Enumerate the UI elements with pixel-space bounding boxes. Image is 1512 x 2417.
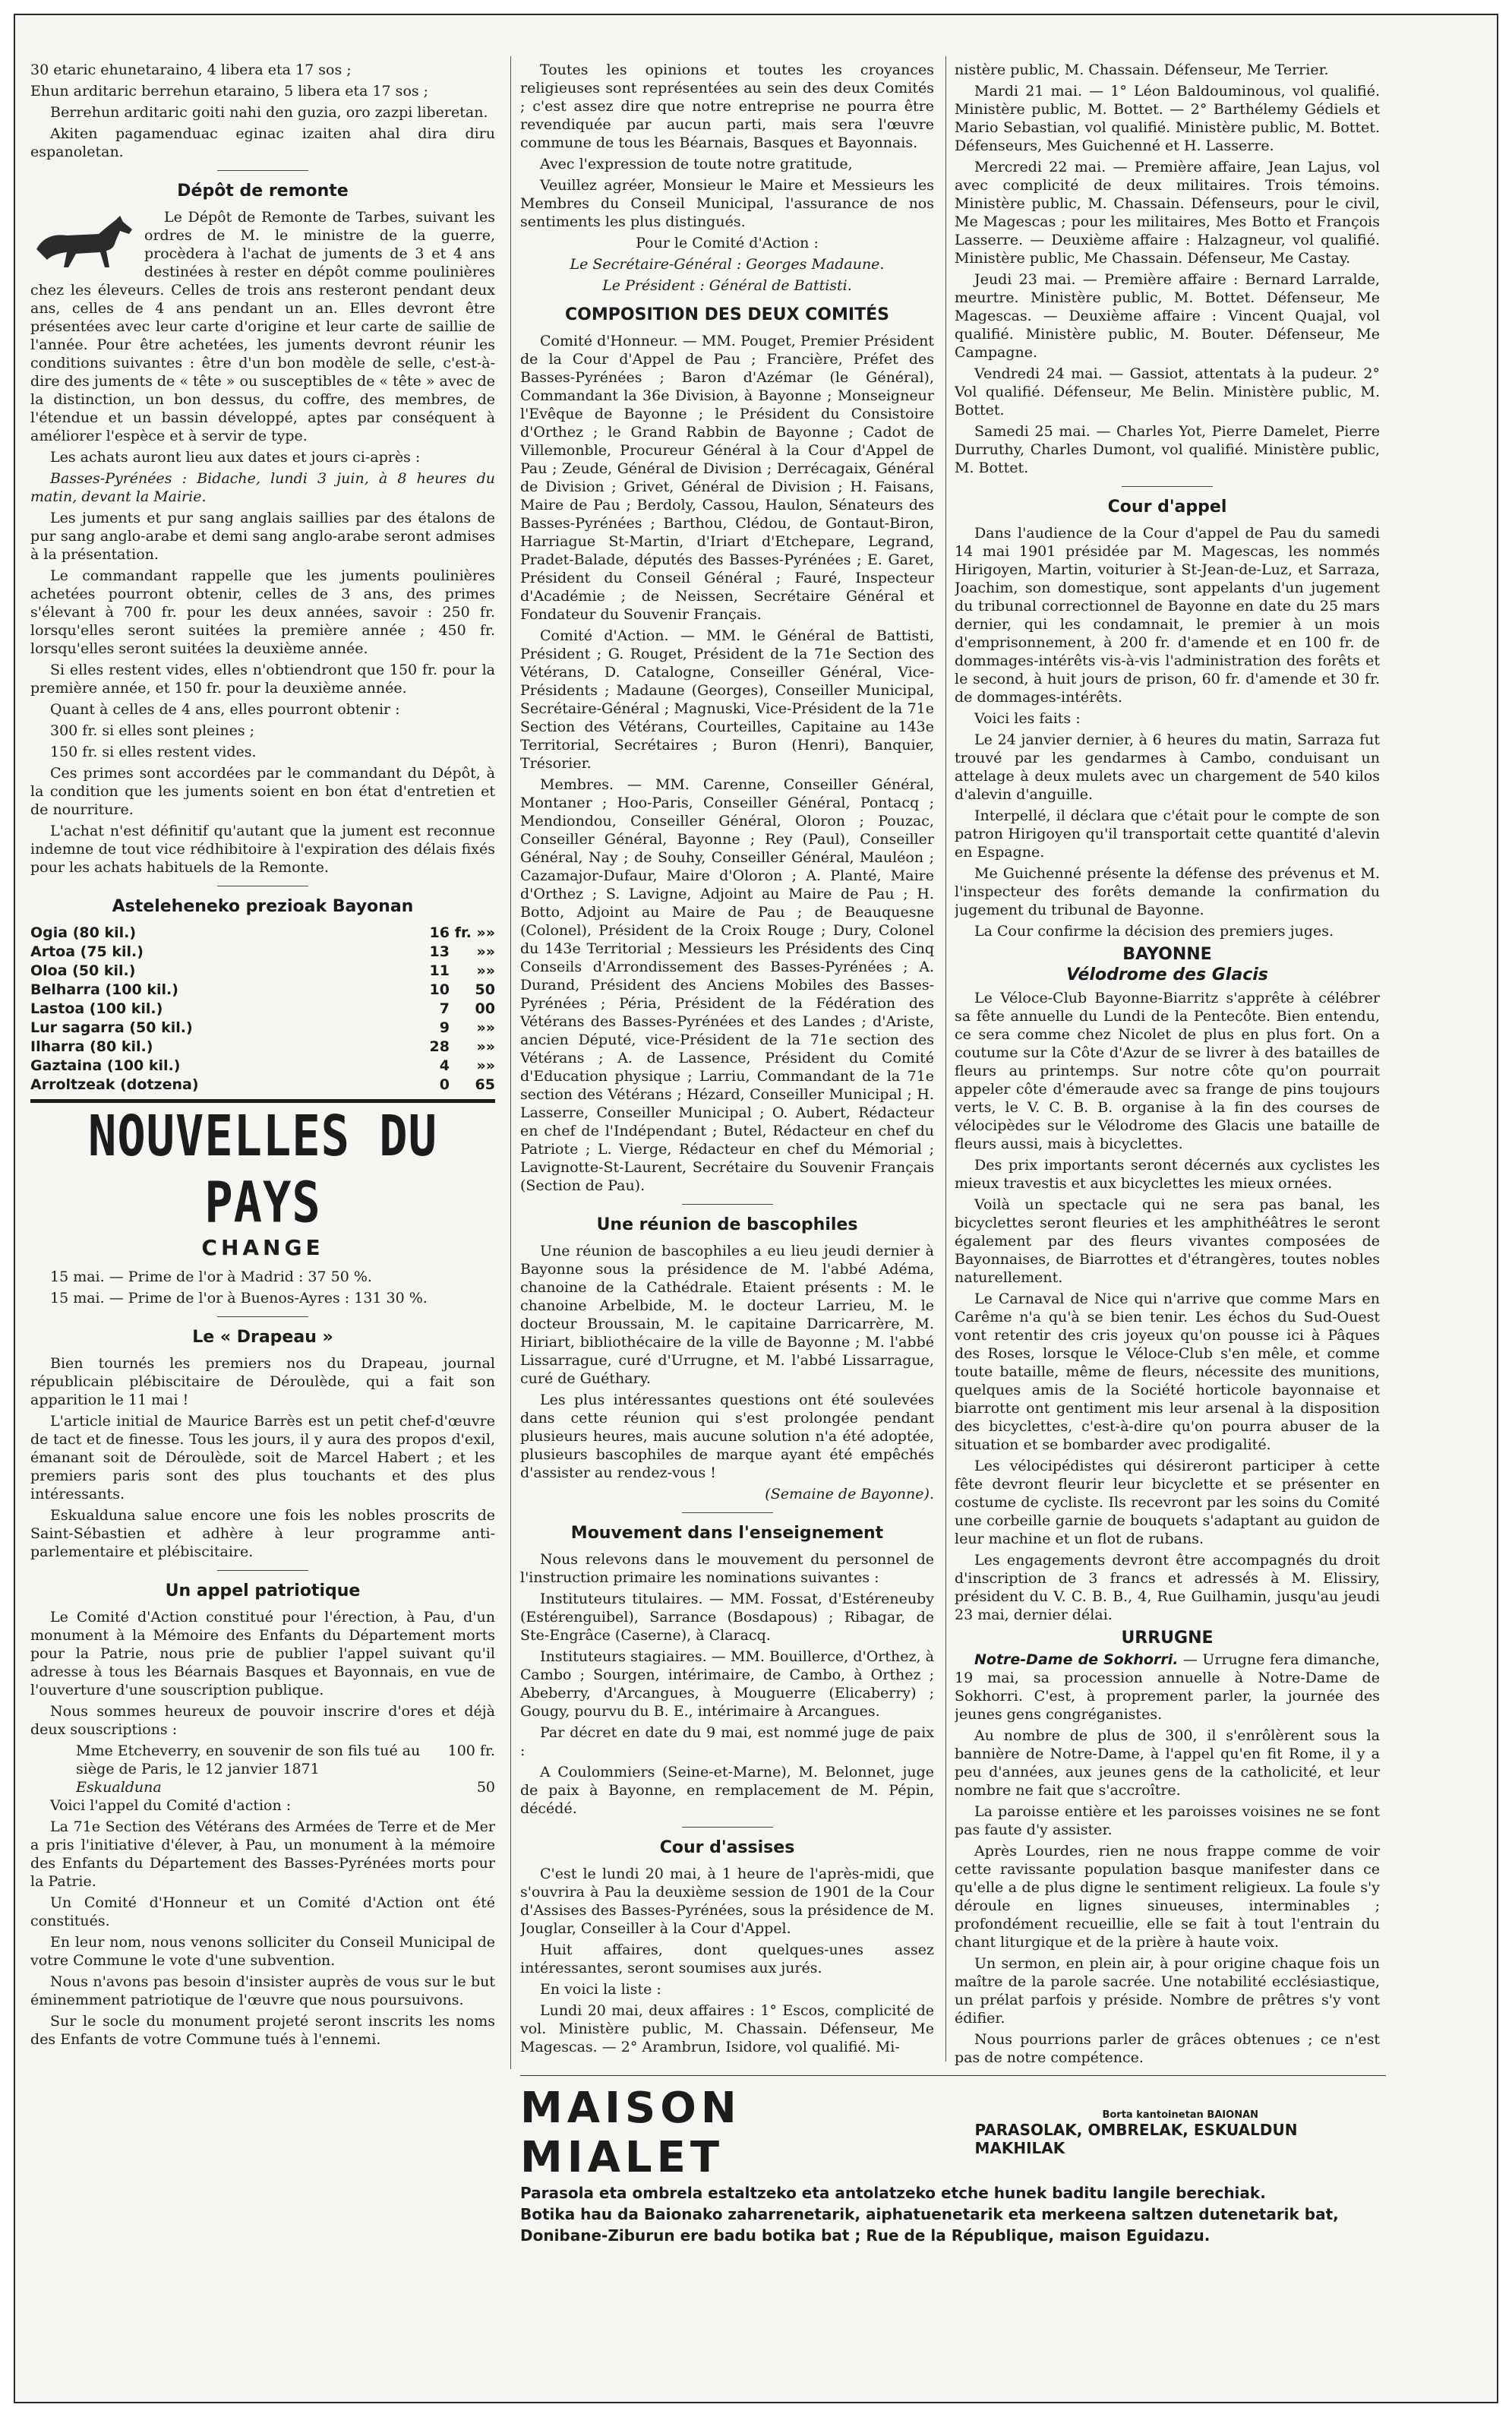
section-title-change: CHANGE [201, 1235, 324, 1260]
price-row: Arroltzeak (dotzena) 0 65 [30, 1076, 495, 1093]
paragraph: 30 etaric ehunetaraino, 4 libera eta 17 sos ; [30, 62, 352, 78]
paragraph: Jeudi 23 mai. — Première affaire : Bernard Larralde, meurtre. Ministère public, M. Bottet. Défenseur, Me Magescas. — Deuxième affaire : Vincent Quajal, vol qualifié. Ministère public, M. Bouter. Défenseur, Me Campagne. [955, 271, 1380, 361]
nouvelles-heading: NOUVELLES DU PAYS [88, 1102, 437, 1236]
ad-line: Parasola eta ombrela estaltzeko eta antolatzeko etche hunek baditu langile berechiak. [520, 2184, 1266, 2202]
source-credit: (Semaine de Bayonne). [765, 1486, 934, 1502]
section-title-bascophiles: Une réunion de bascophiles [596, 1215, 858, 1234]
price-list [30, 924, 495, 1095]
paragraph: Basses-Pyrénées : Bidache, lundi 3 juin, à 8 heures du matin, devant la Mairie. [30, 470, 495, 505]
price-row: Oloa (50 kil.) 11 »» [30, 962, 495, 979]
paragraph: Une réunion de bascophiles a eu lieu jeudi dernier à Bayonne sous la présidence de M. l'abbé Adéma, chanoine de la Cathédrale. Etaient présents : M. le chanoine Arbelbide, M. le docteur Larrieu, M. le docteur Broussain, M. le capitaine Darricarrère, M. Hiriart, bibliothécaire de la ville de Bayonne ; M. l'abbé Lissarrague, curé d'Urrugne, et M. l'abbé Lissarrague, curé de Guéthary. [520, 1243, 934, 1387]
section-title-drapeau: Le « Drapeau » [192, 1328, 333, 1347]
paragraph: La 71e Section des Vétérans des Armées de Terre et de Mer a pris l'initiative d'élever, à Pau, un monument à la mémoire des Enfants du Département des Basses-Pyrénées morts pour la Patrie. [30, 1818, 495, 1890]
section-title-appel: Un appel patriotique [165, 1581, 361, 1600]
paragraph: Bien tournés les premiers nos du Drapeau, journal républicain plébiscitaire de Déroulède, qui a fait son apparition le 11 mai ! [30, 1355, 495, 1408]
divider [217, 1570, 308, 1571]
section-title-assises: Cour d'assises [659, 1838, 795, 1857]
paragraph: Nous n'avons pas besoin d'insister auprès de vous sur le but éminemment patriotique de l'œuvre que nous poursuivons. [30, 1973, 495, 2008]
paragraph: Après Lourdes, rien ne nous frappe comme de voir cette ravissante population basque manifester dans ce qu'elle a de plus digne le sentiment religieux. La foule s'y déroule en lignes sinueuses, interminables ; profondément recueillie, elle se fait à tout l'entrain du chant liturgique et de la prière à haute voix. [955, 1843, 1380, 1951]
paragraph: Akiten pagamenduac eginac izaiten ahal dira diru espanoletan. [30, 125, 495, 160]
paragraph: Instituteurs titulaires. — MM. Fossat, d'Estéreneuby (Estérenguibel), Sarrance (Bosdapous) ; Ribagar, de Ste-Engrâce (Caserne), à Claracq. [520, 1591, 934, 1644]
paragraph: 15 mai. — Prime de l'or à Madrid : 37 50 %. [50, 1269, 372, 1285]
divider [682, 1512, 773, 1513]
paragraph: Le Comité d'Action constitué pour l'érection, à Pau, d'un monument à la Mémoire des Enfants du Département morts pour la Patrie, nous prie de publier l'appel suivant qu'il adresse à tous les Béarnais Basques et Bayonnais, en vue de l'ouverture d'une souscription publique. [30, 1609, 495, 1698]
paragraph: Nous relevons dans le mouvement du personnel de l'instruction primaire les nominations suivantes : [520, 1551, 934, 1586]
signature-line: Le Secrétaire-Général : Georges Madaune. [570, 256, 885, 273]
paragraph: Au nombre de plus de 300, il s'enrôlèrent sous la bannière de Notre-Dame, à l'appel qu'en fit Rome, il y a peu d'années, aux jeunes gens de la catholicité, et leur nombre ne fait que s'accroître. [955, 1727, 1380, 1799]
price-row: Belharra (100 kil.) 10 50 [30, 981, 495, 998]
paragraph: Un Comité d'Honneur et un Comité d'Action ont été constitués. [30, 1894, 495, 1929]
paragraph: 15 mai. — Prime de l'or à Buenos-Ayres : 131 30 %. [50, 1290, 428, 1306]
paragraph: Le commandant rappelle que les juments poulinières achetées pourront obtenir, celles de 3 ans, des primes s'élevant à 700 fr. pour les deux années, savoir : 250 fr. lorsqu'elles seront suitées la première année ; 450 fr. lorsqu'elles seront suitées la deuxième année. [30, 567, 495, 657]
horse-icon [30, 211, 137, 272]
paragraph: Me Guichenné présente la défense des prévenus et M. l'inspecteur des forêts demande la confirmation du jugement du tribunal de Bayonne. [955, 865, 1380, 918]
column-3 [955, 61, 1380, 2070]
paragraph: 150 fr. si elles restent vides. [50, 744, 257, 760]
paragraph: Mardi 21 mai. — 1° Léon Baldouminous, vol qualifié. Ministère public, M. Bottet. — 2° Barthélemy Gédiels et Mario Sebastian, vol qualifié. Ministère public, M. Bottet. Défenseurs, Mes Guichenné et H. Lasserre. [955, 83, 1380, 154]
paragraph: Le 24 janvier dernier, à 6 heures du matin, Sarraza fut trouvé par les gendarmes à Cambo, conduisant un attelage à deux mulets avec un chargement de 540 kilos d'alevin d'anguille. [955, 731, 1380, 803]
paragraph: L'article initial de Maurice Barrès est un petit chef-d'œuvre de tact et de finesse. Tous les jours, il y aura des propos d'exil, émanant soit de Déroulède, soit de Marcel Habert ; et les premiers paris sont des plus touchants et des plus intéressants. [30, 1413, 495, 1502]
paragraph: Vendredi 24 mai. — Gassiot, attentats à la pudeur. 2° Vol qualifié. Défenseur, Me Belin. Ministère public, M. Bottet. [955, 365, 1380, 419]
paragraph: Toutes les opinions et toutes les croyances religieuses sont représentées au sein des deux Comités ; c'est assez dire que notre entreprise ne pourra être revendiquée par aucun parti, mais sera l'œuvre commune de tous les Béarnais, Basques et Bayonnais. [520, 62, 934, 151]
divider [682, 1827, 773, 1828]
paragraph: Le Dépôt de Remonte de Tarbes, suivant les ordres de M. le ministre de la guerre, procèdera à l'achat de juments de 3 et 4 ans destinées à rester en dépôt comme poulinières chez les éleveurs. Celles de trois ans resteront pendant deux ans, celles de 4 ans pendant un an. Elles devront être présentées avec leur carte d'origine et leur carte de saillie de l'année. Pour être achetées, les juments devront réunir les conditions suivantes : être d'un bon modèle de selle, c'est-à-dire des juments de « tête » ou susceptibles de « tête » avec de la distinction, un bon dessus, du coffre, des membres, de l'étendue et un bassin développé, aptes par conséquent à améliorer l'espèce et à servir de type. [30, 209, 495, 444]
paragraph: Huit affaires, dont quelques-unes assez intéressantes, seront soumises aux jurés. [520, 1941, 934, 1976]
section-subtitle-velodrome: Vélodrome des Glacis [1066, 965, 1268, 984]
price-row: Ogia (80 kil.) 16 fr. »» [30, 924, 495, 941]
paragraph: Comité d'Action. — MM. le Général de Battisti, Président ; G. Rouget, Président de la 71e Section des Vétérans, D. Catalogne, Conseiller Général, Vice-Présidents ; Madaune (Georges), Conseiller Municipal, Secrétaire-Général ; Magnuski, Vice-Président de la 71e Section des Vétérans, Courteilles, Capitaine au 143e Territorial, Secrétaires ; Buron (Henri), Banquier, Trésorier. [520, 627, 934, 772]
paragraph: 300 fr. si elles sont pleines ; [50, 722, 255, 739]
paragraph: Mercredi 22 mai. — Première affaire, Jean Lajus, vol avec complicité de deux militaires. Trois témoins. Ministère public, M. Chassain. Défenseurs, pour le civil, Me Magescas ; pour les militaires, Mes Botto et François Lasserre. — Deuxième affaire : Halzagneur, vol qualifié. Ministère public, Me Chassain. Défenseur, Me Castay. [955, 159, 1380, 267]
section-title-cour-appel: Cour d'appel [1107, 498, 1227, 517]
paragraph: A Coulommiers (Seine-et-Marne), M. Belonnet, juge de paix à Bayonne, en remplacement de M. Pépin, décédé. [520, 1764, 934, 1817]
ad-side-line: PARASOLAK, OMBRELAK, ESKUALDUN MAKHILAK [974, 2120, 1298, 2157]
column-1 [30, 61, 495, 2052]
paragraph: Quant à celles de 4 ans, elles pourront obtenir : [50, 701, 400, 718]
paragraph: Les achats auront lieu aux dates et jours ci-après : [50, 449, 421, 466]
section-title-enseignement: Mouvement dans l'enseignement [570, 1524, 884, 1543]
price-row: Lur sagarra (50 kil.) 9 »» [30, 1019, 495, 1036]
paragraph: Berrehun arditaric goiti nahi den guzia, oro zazpi liberetan. [50, 104, 488, 121]
paragraph: Par décret en date du 9 mai, est nommé juge de paix : [520, 1724, 934, 1759]
paragraph: Nous pourrions parler de grâces obtenues ; ce n'est pas de notre compétence. [955, 2031, 1380, 2066]
paragraph: Samedi 25 mai. — Charles Yot, Pierre Damelet, Pierre Durruthy, Charles Dumont, vol qualifié. Ministère public, M. Bottet. [955, 423, 1380, 476]
paragraph: Interpellé, il déclara que c'était pour le compte de son patron Hirigoyen qu'il transportait cette quantité d'alevin en Espagne. [955, 807, 1380, 861]
paragraph: Membres. — MM. Carenne, Conseiller Général, Montaner ; Hoo-Paris, Conseiller Général, Pontacq ; Mendiondou, Conseiller Général, Oloron ; Pouzac, Conseiller Général, Bayonne ; Rey (Paul), Conseiller Général, Nay ; de Souhy, Conseiller Général, Mauléon ; Cazamajor-Dufaur, Maire d'Oloron ; A. Planté, Maire d'Orthez ; S. Lavigne, Adjoint au Maire de Pau ; H. Botto, Adjoint au Maire de Pau ; de Beauquesne (Colonel), Président de la Croix Rouge ; Dury, Colonel du 143e Territorial ; Messieurs les Présidents des Cinq Conseils d'Arrondissement des Basses-Pyrénées ; A. Durand, Président des Anciens Mobiles des Basses-Pyrénées ; Péria, Président de la Fédération des Vétérans des Basses-Pyrénées et des Landes ; d'Ariste, ancien Député, vice-Président de la 71e section des Vétérans ; A. de Lassence, Président du Comité d'Education physique ; Larriu, Commandant de la 71e section des Vétérans ; Hézard, Conseiller Municipal ; H. Lasserre, Conseiller Municipal ; O. Aubert, Rédacteur en chef de l'Indépendant ; Butel, Rédacteur en chef du Patriote ; L. Vierge, Rédacteur en chef du Mémorial ; Lavignotte-St-Laurent, Secrétaire du Souvenir Français (Section de Pau). [520, 776, 934, 1194]
price-row: Artoa (75 kil.) 13 »» [30, 943, 495, 960]
paragraph: Voilà un spectacle qui ne sera pas banal, les bicyclettes seront fleuries et les amphithéâtres le seront également par des fleurs vivantes composées de Bayonnaises, de Biarrottes et d'étrangères, toutes nobles naturellement. [955, 1196, 1380, 1286]
ad-line: Botika hau da Baionako zaharrenetarik, aiphatuenetarik eta merkeena saltzen dutenetarik bat, [520, 2205, 1339, 2223]
paragraph: C'est le lundi 20 mai, à 1 heure de l'après-midi, que s'ouvrira à Pau la deuxième session de 1901 de la Cour d'Assises des Basses-Pyrénées, sous la présidence de M. Jouglar, Conseiller à la Cour d'Appel. [520, 1866, 934, 1937]
paragraph: Ces primes sont accordées par le commandant du Dépôt, à la condition que les juments soient en bon état d'entretien et de nourriture. [30, 765, 495, 818]
subscription-row: Eskualduna 50 [76, 1779, 495, 1796]
paragraph: Les juments et pur sang anglais saillies par des étalons de pur sang anglo-arabe et demi sang anglo-arabe seront admises à la présentation. [30, 510, 495, 563]
paragraph: En leur nom, nous venons solliciter du Conseil Municipal de votre Commune le vote d'une subvention. [30, 1934, 495, 1969]
ad-line: Donibane-Ziburun ere badu botika bat ; Rue de la République, maison Eguidazu. [520, 2226, 1211, 2245]
section-title-depot: Dépôt de remonte [177, 182, 349, 201]
paragraph: Les plus intéressantes questions ont été soulevées dans cette réunion qui s'est prolongée pendant plusieurs heures, mais aucune solution n'a été adoptée, plusieurs bascophiles de marque ayant été empêchés d'assister au rendez-vous ! [520, 1392, 934, 1481]
column-rule [510, 56, 511, 2069]
paragraph: La Cour confirme la décision des premiers juges. [974, 923, 1334, 940]
paragraph: Ehun arditaric berrehun etaraino, 5 libera eta 17 sos ; [30, 83, 429, 100]
paragraph: Le Véloce-Club Bayonne-Biarritz s'apprête à célébrer sa fête annuelle du Lundi de la Pentecôte. Bien entendu, ce sera comme chez Nicolet de plus en plus fort. On a coutume sur la Côte d'Azur de se livrer à des batailles de fleurs au printemps. Sur notre côte qu'on pourrait appeler côte d'émeraude avec sa frange de pins toujours verts, le V. C. B. B. organise à la fin des courses de vélocipèdes sur le Vélodrome des Glacis une bataille de fleurs aussi, mais à bicyclettes. [955, 990, 1380, 1152]
divider [217, 170, 308, 171]
section-title-composition: COMPOSITION DES DEUX COMITÉS [565, 305, 889, 324]
paragraph: Voici l'appel du Comité d'action : [50, 1797, 292, 1814]
divider [1122, 486, 1213, 487]
subscription-row: Mme Etcheverry, en souvenir de son fils tué au siège de Paris, le 12 janvier 1871 100 fr. [76, 1742, 495, 1777]
divider [682, 1204, 773, 1205]
paragraph: Voici les faits : [974, 710, 1081, 727]
ad-title: MAISON MIALET [520, 2084, 741, 2182]
column-2 [520, 61, 934, 2059]
section-title-market: Asteleheneko prezioak Bayonan [112, 897, 414, 916]
newspaper-page [14, 14, 1498, 2403]
paragraph: Eskualduna salue encore une fois les nobles proscrits de Saint-Sébastien et adhère à leur programme anti-parlementaire et plébiscitaire. [30, 1507, 495, 1560]
divider [217, 1316, 308, 1317]
paragraph: Lundi 20 mai, deux affaires : 1° Escos, complicité de vol. Ministère public, M. Chassain. Défenseur, Me Magescas. — 2° Arambrun, Isidore, vol qualifié. Mi- [520, 2002, 934, 2055]
price-row: Lastoa (100 kil.) 7 00 [30, 1000, 495, 1017]
section-title-urrugne: URRUGNE [1121, 1629, 1214, 1648]
paragraph: L'achat n'est définitif qu'autant que la jument est reconnue indemne de tout vice rédhibitoire à l'expiration des délais fixés pour les achats habituels de la Remonte. [30, 823, 495, 876]
paragraph: Instituteurs stagiaires. — MM. Bouillerce, d'Orthez, à Cambo ; Sourgen, intérimaire, de Cambo, à Orthez ; Abeberry, d'Arcangues, à Mouguerre (Elicaberry) ; Gougy, pourvu du B. E., intérimaire à Arcangues. [520, 1648, 934, 1720]
column-rule [945, 56, 946, 2062]
paragraph: Les engagements devront être accompagnés du droit d'inscription de 3 francs et adressés à M. Elissiry, président du V. C. B. B., 4, Rue Guilhamin, jusqu'au jeudi 23 mai, dernier délai. [955, 1552, 1380, 1623]
section-title-bayonne: BAYONNE [1122, 945, 1212, 964]
paragraph: Si elles restent vides, elles n'obtiendront que 150 fr. pour la première année, et 150 fr. pour la deuxième année. [30, 662, 495, 697]
ad-side-small: Borta kantoinetan BAIONAN [1102, 2109, 1259, 2121]
paragraph: Comité d'Honneur. — MM. Pouget, Premier Président de la Cour d'Appel de Pau ; Francière, Préfet des Basses-Pyrénées ; Baron d'Azémar (le Général), Commandant la 36e Division, à Bayonne ; Monseigneur l'Evêque de Bayonne ; le Président du Consistoire d'Orthez ; le Grand Rabbin de Bayonne ; Cadot de Villemonble, Procureur Général à la Cour d'Appel de Pau ; Zeude, Général de Division ; Derrécagaix, Général de Division ; Grivet, Général de Division ; H. Faisans, Maire de Pau ; Berdoly, Cassou, Haulon, Sénateurs des Basses-Pyrénées ; Barthou, Clédou, de Gontaut-Biron, Harriague St-Martin, d'Iriart d'Etchepare, Legrand, Pradet-Balade, députés des Basses-Pyrénées ; E. Garet, Président du Conseil Général ; Fauré, Inspecteur d'Académie ; de Neissen, Secrétaire Général et Fondateur du Souvenir Français. [520, 333, 934, 623]
paragraph: Un sermon, en plein air, à pour origine chaque fois un maître de la parole sacrée. Une notabilité ecclésiastique, un prélat parfois y préside. Nombre de prêtres s'y vont édifier. [955, 1955, 1380, 2027]
paragraph: Sur le socle du monument projeté seront inscrits les noms des Enfants de votre Commune tués à l'ennemi. [30, 2013, 495, 2048]
signature-line: Pour le Comité d'Action : [636, 235, 819, 251]
paragraph: Avec l'expression de toute notre gratitude, [540, 156, 853, 172]
ad-header [520, 2084, 1386, 2182]
urrugne-subtitle: Notre-Dame de Sokhorri. [974, 1651, 1179, 1668]
advertisement-maison-mialet [520, 2075, 1386, 2326]
paragraph: Le Carnaval de Nice qui n'arrive que comme Mars en Carême n'a qu'à se bien tenir. Les échos du Sud-Ouest vont retentir des cris joyeux qu'on pousse ici à Pâques des Roses, lorsque le Véloce-Club s'en mêle, et comme toute bataille, même de fleurs, nécessite des munitions, quelques amis de la Société horticole bayonnaise et biarrotte ont gentiment mis leur arsenal à la disposition des bicyclettes, c'est-à-dire qu'on pourra abuser de la situation et se bombarder avec prodigalité. [955, 1291, 1380, 1453]
paragraph: Dans l'audience de la Cour d'appel de Pau du samedi 14 mai 1901 présidée par M. Magescas, les nommés Hirigoyen, Martin, voiturier à St-Jean-de-Luz, et Sarraza, Joachim, son domestique, sont appelants d'un jugement du tribunal correctionnel de Bayonne en date du 25 mars dernier, qui les condamnait, le premier à un mois d'emprisonnement, à 200 fr. d'amende et en 100 fr. de dommages-intérêts vis-à-vis l'administration des forêts et le second, à huit jours de prison, 60 fr. d'amende et 30 fr. de dommages-intérêts. [955, 525, 1380, 706]
paragraph: Les vélocipédistes qui désireront participer à cette fête devront fleurir leur bicyclette et se présenter en costume de cycliste. Ils recevront par les soins du Comité une corbeille garnie de bouquets s'adaptant au guidon de leur machine et un flot de rubans. [955, 1458, 1380, 1547]
ad-side [974, 2109, 1386, 2157]
paragraph: Veuillez agréer, Monsieur le Maire et Messieurs les Membres du Conseil Municipal, l'assurance de nos sentiments les plus distingués. [520, 177, 934, 230]
paragraph: En voici la liste : [540, 1981, 661, 1998]
price-row: Ilharra (80 kil.) 28 »» [30, 1038, 495, 1055]
signature-line: Le Président : Général de Battisti. [602, 277, 852, 294]
paragraph: Notre-Dame de Sokhorri. — Urrugne fera dimanche, 19 mai, sa procession annuelle à Notre-Dame de Sokhorri. C'est, à proprement parler, la journée des jeunes gens congréganistes. [955, 1651, 1380, 1723]
paragraph: Des prix importants seront décernés aux cyclistes les mieux travestis et aux bicyclettes les mieux ornées. [955, 1157, 1380, 1192]
paragraph: Nous sommes heureux de pouvoir inscrire d'ores et déjà deux souscriptions : [30, 1703, 495, 1738]
paragraph: La paroisse entière et les paroisses voisines ne se font pas faute d'y assister. [955, 1803, 1380, 1838]
price-row: Gaztaina (100 kil.) 4 »» [30, 1057, 495, 1074]
paragraph: nistère public, M. Chassain. Défenseur, Me Terrier. [955, 62, 1329, 78]
